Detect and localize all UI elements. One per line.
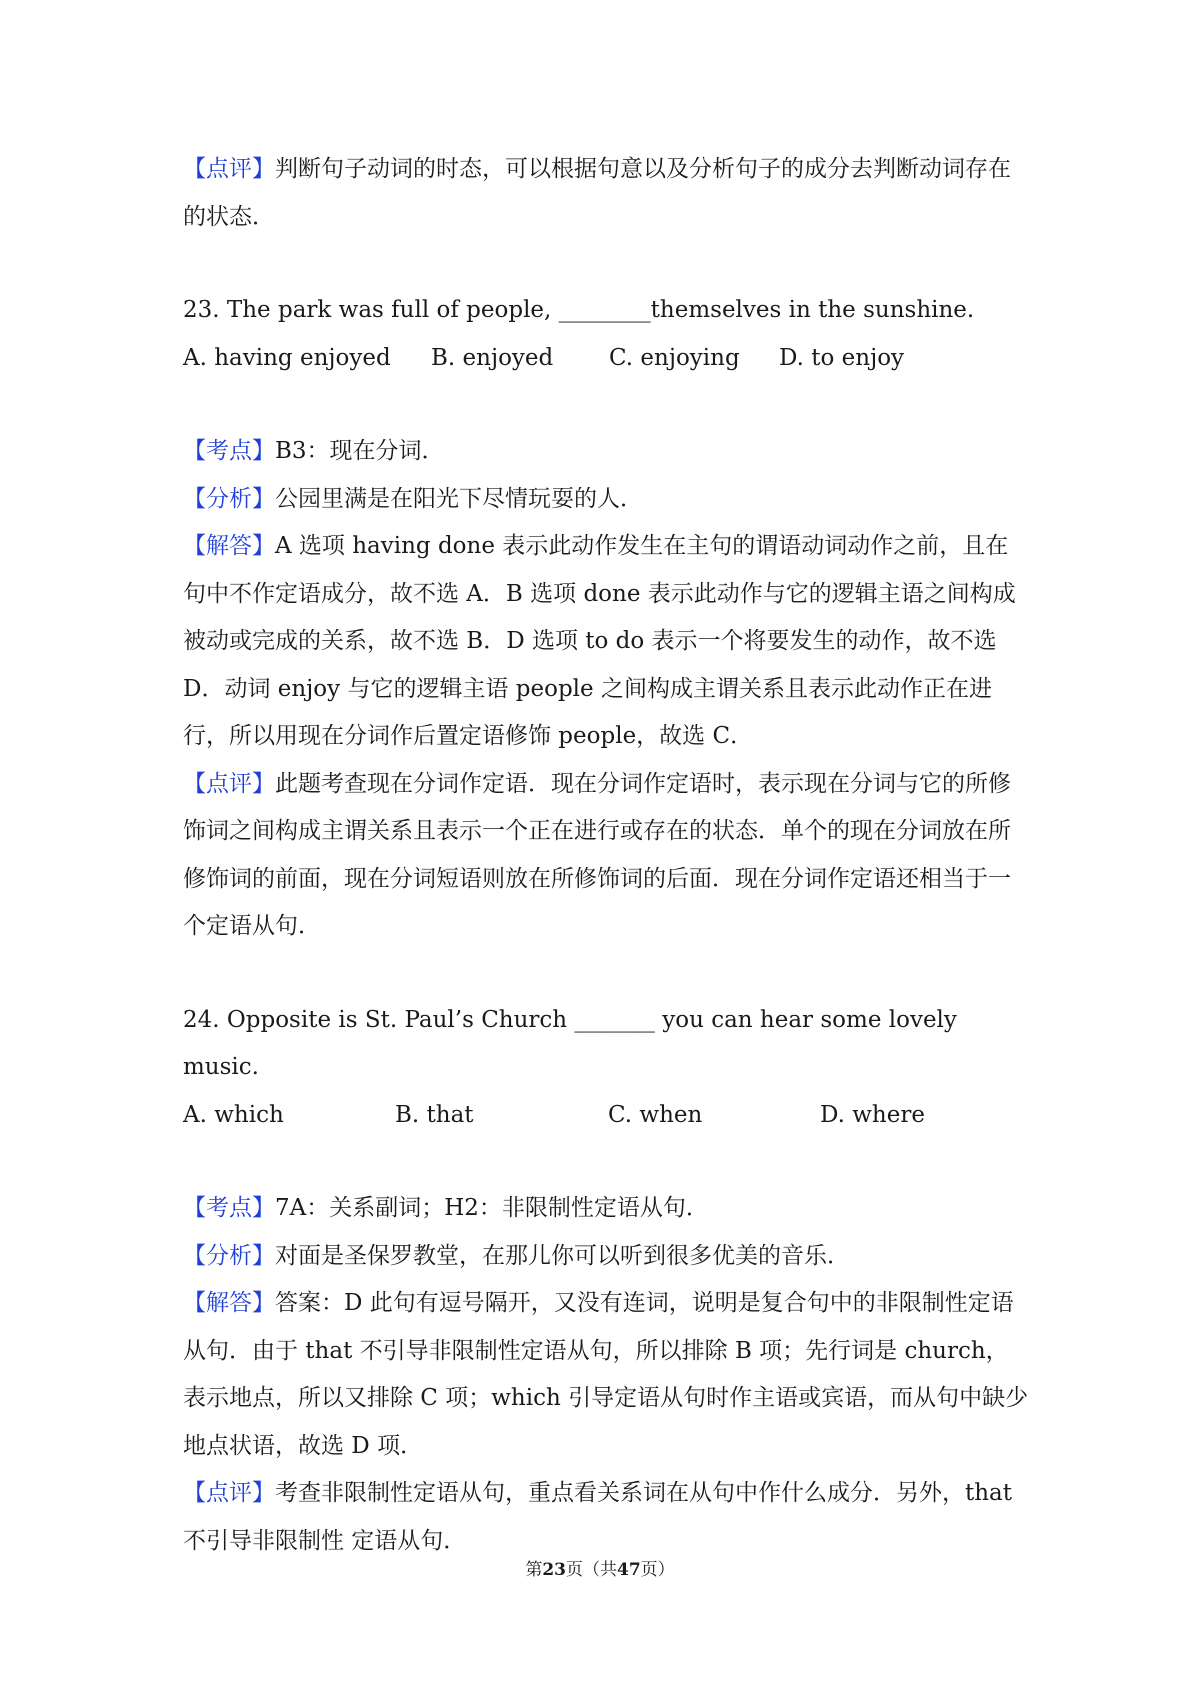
analysis-tag: 【分析】 [183, 1242, 275, 1269]
option-d: D. where [820, 1101, 925, 1128]
question-23-options [183, 335, 1031, 383]
analysis-paragraph [183, 1233, 1031, 1281]
footer-prefix: 第 [525, 1560, 543, 1580]
answer-tag: 【解答】 [183, 1290, 275, 1316]
review-text: 判断句子动词的时态，可以根据句意以及分析句子的成分去判断动词存在的状态． [183, 156, 1011, 230]
analysis-tag: 【分析】 [183, 485, 275, 512]
option-a: A. which [183, 1101, 284, 1128]
answer-paragraph [183, 523, 1031, 761]
question-24-options [183, 1092, 1031, 1140]
point-paragraph [183, 1185, 1031, 1233]
option-b: B. that [395, 1101, 474, 1128]
question-23: 23. The park was full of people, ________themselves in the sunshine. [183, 297, 975, 323]
answer-text: 答案：D 此句有逗号隔开，又没有连词，说明是复合句中的非限制性定语从句．由于 that 不引导非限制性定语从句，所以排除 B 项；先行词是 church，表示地点，所以又排除 C 项；which 引导定语从句时作主语或宾语，而从句中缺少地点状语，故选 D 项． [183, 1290, 1029, 1459]
analysis-text: 公园里满是在阳光下尽情玩耍的人． [275, 485, 643, 512]
point-paragraph [183, 428, 1031, 476]
question-24: 24. Opposite is St. Paul’s Church _______ you can hear some lovely music. [183, 1006, 957, 1080]
answer-text: A 选项 having done 表示此动作发生在主句的谓语动词动作之前，且在句中不作定语成分，故不选 A．B 选项 done 表示此动作与它的逻辑主语之间构成被动或完成的关系，故不选 B．D 选项 to do 表示一个将要发生的动作，故不选 D．动词 enjoy 与它的逻辑主语 people 之间构成主谓关系且表示此动作正在进行，所以用现在分词作后置定语修饰 people，故选 C． [183, 533, 1016, 749]
review-text: 考查非限制性定语从句，重点看关系词在从句中作什么成分．另外，that 不引导非限制性 定语从句． [183, 1480, 1013, 1554]
review-text: 此题考查现在分词作定语．现在分词作定语时，表示现在分词与它的所修饰词之间构成主谓关系且表示一个正在进行或存在的状态．单个的现在分词放在所修饰词的前面，现在分词短语则放在所修饰词的后面．现在分词作定语还相当于一个定语从句． [183, 770, 1011, 939]
footer-suffix: 页） [640, 1560, 675, 1580]
point-tag: 【考点】 [183, 438, 275, 464]
page-content [183, 146, 1031, 1565]
option-b: B. enjoyed [431, 344, 554, 371]
review-tag: 【点评】 [183, 770, 275, 797]
point-text: 7A：关系副词；H2：非限制性定语从句． [275, 1195, 709, 1221]
option-c: C. when [608, 1101, 703, 1128]
footer-mid: 页（共 [566, 1560, 617, 1580]
option-a: A. having enjoyed [183, 344, 391, 371]
page-footer [0, 1558, 1200, 1582]
analysis-text: 对面是圣保罗教堂，在那儿你可以听到很多优美的音乐． [275, 1242, 850, 1269]
footer-total-pages: 47 [617, 1560, 641, 1580]
review-paragraph [183, 146, 1031, 241]
review-paragraph [183, 761, 1031, 951]
answer-tag: 【解答】 [183, 533, 275, 559]
option-c: C. enjoying [609, 344, 740, 371]
footer-page-number: 23 [542, 1560, 566, 1580]
point-tag: 【考点】 [183, 1195, 275, 1221]
review-tag: 【点评】 [183, 1480, 275, 1506]
answer-paragraph [183, 1280, 1031, 1470]
review-tag: 【点评】 [183, 156, 275, 182]
point-text: B3：现在分词． [275, 438, 445, 464]
review-paragraph [183, 1470, 1031, 1565]
analysis-paragraph [183, 476, 1031, 524]
option-d: D. to enjoy [779, 344, 905, 371]
